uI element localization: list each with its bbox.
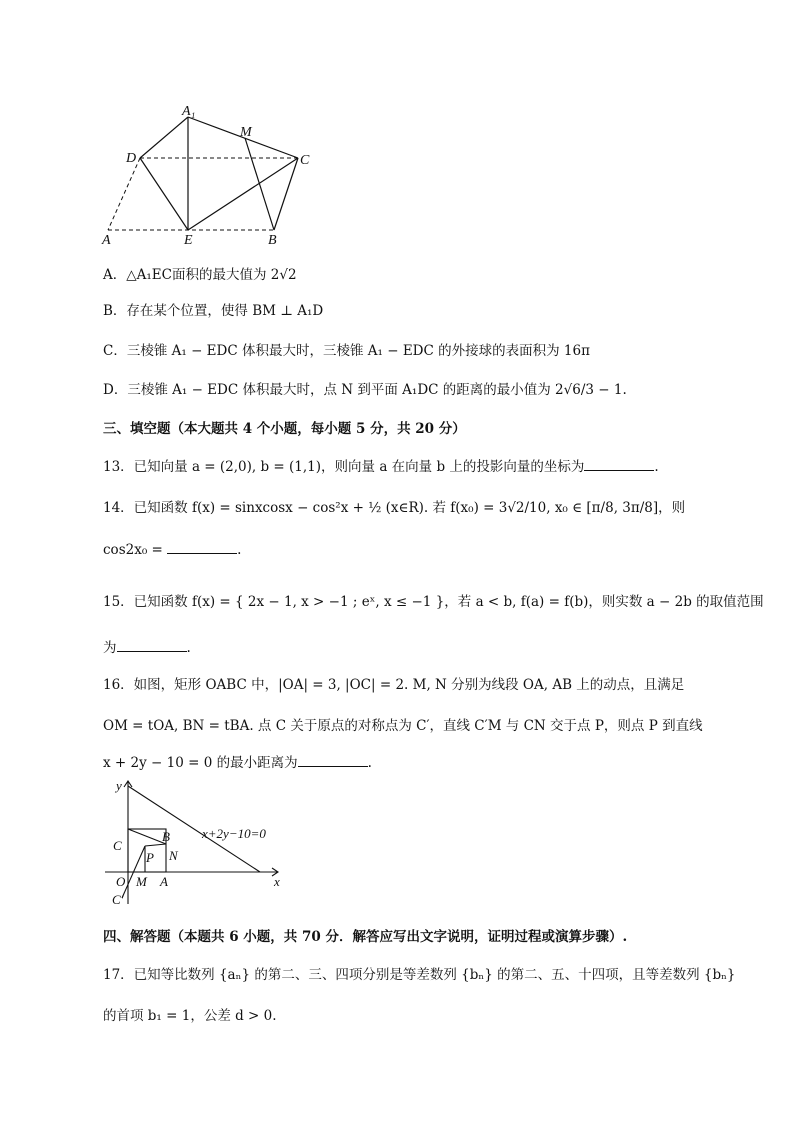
question-16-cont2: x + 2y − 10 = 0 的最小距离为 . <box>103 752 372 773</box>
q16-text3: x + 2y − 10 = 0 的最小距离为 <box>103 755 298 771</box>
q13-text: 13．已知向量 a = (2,0), b = (1,1)，则向量 a 在向量 b 上的投影向量的坐标为 <box>103 459 585 475</box>
section-4-title: 四、解答题（本题共 6 小题，共 70 分．解答应写出文字说明，证明过程或演算步骤）. <box>103 929 628 945</box>
option-c: C．三棱锥 A₁ − EDC 体积最大时，三棱锥 A₁ − EDC 的外接球的表面积为 16π <box>103 343 590 359</box>
label-m2: M <box>136 874 147 889</box>
label-n: N <box>169 848 178 863</box>
question-17-cont: 的首项 b₁ = 1，公差 d > 0. <box>103 1008 277 1024</box>
line-equation: x+2y−10=0 <box>202 826 266 841</box>
q14-text2: cos2x₀ = <box>103 542 163 558</box>
question-14-cont: cos2x₀ = . <box>103 539 241 560</box>
label-m: M <box>240 125 252 140</box>
question-15: 15．已知函数 f(x) = { 2x − 1, x > −1 ; eˣ, x ≤ −1 }，若 a < b, f(a) = f(b)，则实数 a − 2b 的取值范围 <box>103 594 764 610</box>
section-3-title: 三、填空题（本大题共 4 个小题，每小题 5 分，共 20 分） <box>103 421 466 437</box>
label-a1: A₁ <box>182 104 196 119</box>
question-16-cont: OM = tOA, BN = tBA. 点 C 关于原点的对称点为 C′，直线 C′M 与 CN 交于点 P，则点 P 到直线 <box>103 718 703 734</box>
question-17: 17．已知等比数列 {aₙ} 的第二、三、四项分别是等差数列 {bₙ} 的第二、五、十四项，且等差数列 {bₙ} <box>103 967 736 983</box>
coordinate-figure-2 <box>100 776 300 911</box>
label-p: P <box>146 850 154 865</box>
label-b: B <box>268 233 277 248</box>
label-a2: A <box>160 874 168 889</box>
label-o: O <box>116 874 126 889</box>
label-d: D <box>126 151 137 166</box>
option-b: B．存在某个位置，使得 BM ⊥ A₁D <box>103 303 324 319</box>
q14-blank <box>167 539 237 554</box>
axis-x-label: x <box>274 874 280 889</box>
label-a: A <box>102 233 111 248</box>
label-c2: C <box>113 838 122 853</box>
question-15-cont: 为 . <box>103 637 191 658</box>
option-a: A．△A₁EC面积的最大值为 2√2 <box>103 267 297 283</box>
question-16: 16．如图，矩形 OABC 中，|OA| = 3, |OC| = 2. M, N 分别为线段 OA, AB 上的动点，且满足 <box>103 677 685 693</box>
label-e: E <box>184 233 193 248</box>
label-c: C <box>300 153 310 168</box>
geometry-figure-1 <box>100 100 330 250</box>
option-d: D．三棱锥 A₁ − EDC 体积最大时，点 N 到平面 A₁DC 的距离的最小值为 2√6/3 − 1. <box>103 382 627 398</box>
label-b2: B <box>162 829 170 844</box>
axis-y-label: y <box>116 778 122 793</box>
q16-blank <box>298 752 368 767</box>
q15-blank <box>117 637 187 652</box>
question-14: 14．已知函数 f(x) = sinxcosx − cos²x + ½ (x∈R). 若 f(x₀) = 3√2/10, x₀ ∈ [π/8, 3π/8]，则 <box>103 500 686 516</box>
label-c-prime: C′ <box>112 892 124 907</box>
q13-blank <box>584 456 654 471</box>
question-13: 13．已知向量 a = (2,0), b = (1,1)，则向量 a 在向量 b 上的投影向量的坐标为 . <box>103 456 659 477</box>
q15-text2: 为 <box>103 640 117 656</box>
